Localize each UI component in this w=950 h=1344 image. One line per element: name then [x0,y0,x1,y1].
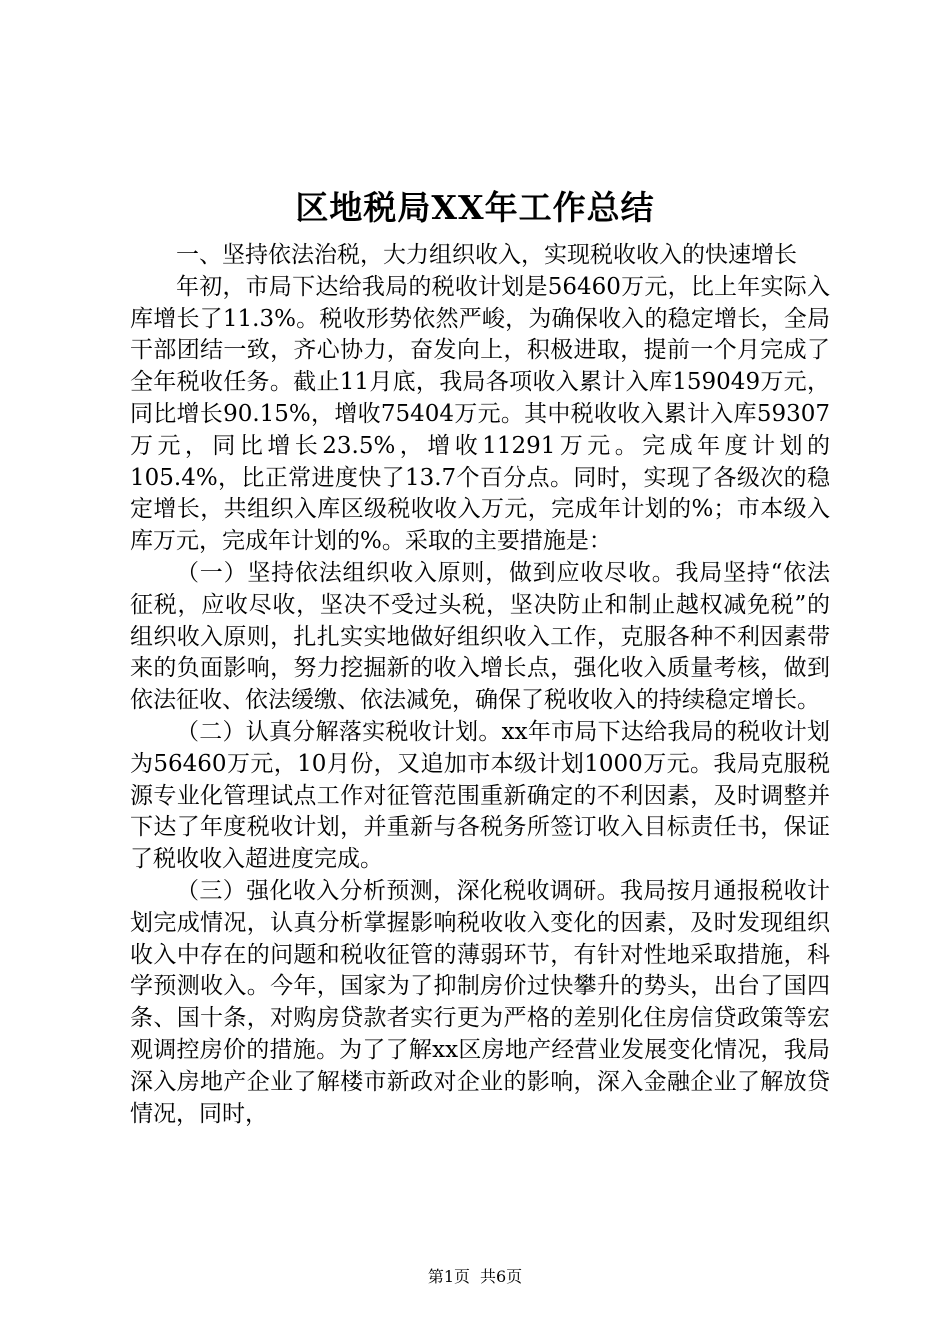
document-title: 区地税局XX年工作总结 [295,188,655,227]
page-footer [0,1266,950,1288]
paragraph: （二）认真分解落实税收计划。xx年市局下达给我局的税收计划为56460万元，10月份，又追加市本级计划1000万元。我局克服税源专业化管理试点工作对征管范围重新确定的不利因素，及时调整并下达了年度税收计划，并重新与各税务所签订收入目标责任书，保证了税收收入超进度完成。 [130,718,830,873]
section-heading: 一、坚持依法治税，大力组织收入，实现税收收入的快速增长 [176,242,797,268]
document-body [130,240,830,1130]
page-number: 第1页 [427,1267,470,1286]
paragraph: 年初，市局下达给我局的税收计划是56460万元，比上年实际入库增长了11.3%。税收形势依然严峻，为确保收入的稳定增长，全局干部团结一致，齐心协力，奋发向上，积极进取，提前一个月完成了全年税收任务。截止11月底，我局各项收入累计入库159049万元，同比增长90.15%，增收75404万元。其中税收收入累计入库59307万元，同比增长23.5%，增收11291万元。完成年度计划的105.4%，比正常进度快了13.7个百分点。同时，实现了各级次的稳定增长，共组织入库区级税收收入万元，完成年计划的%；市本级入库万元，完成年计划的%。采取的主要措施是： [130,273,830,555]
paragraph: （一）坚持依法组织收入原则，做到应收尽收。我局坚持“依法征税，应收尽收，坚决不受过头税，坚决防止和制止越权减免税”的组织收入原则，扎扎实实地做好组织收入工作，克服各种不利因素带来的负面影响，努力挖掘新的收入增长点，强化收入质量考核，做到依法征收、依法缓缴、依法减免，确保了税收收入的持续稳定增长。 [130,559,830,714]
paragraph: （三）强化收入分析预测，深化税收调研。我局按月通报税收计划完成情况，认真分析掌握影响税收收入变化的因素，及时发现组织收入中存在的问题和税收征管的薄弱环节，有针对性地采取措施，科学预测收入。今年，国家为了抑制房价过快攀升的势头，出台了国四条、国十条，对购房贷款者实行更为严格的差别化住房信贷政策等宏观调控房价的措施。为了了解xx区房地产经营业发展变化情况，我局深入房地产企业了解楼市新政对企业的影响，深入金融企业了解放贷情况，同时， [130,877,830,1127]
page-total: 共6页 [480,1267,523,1286]
